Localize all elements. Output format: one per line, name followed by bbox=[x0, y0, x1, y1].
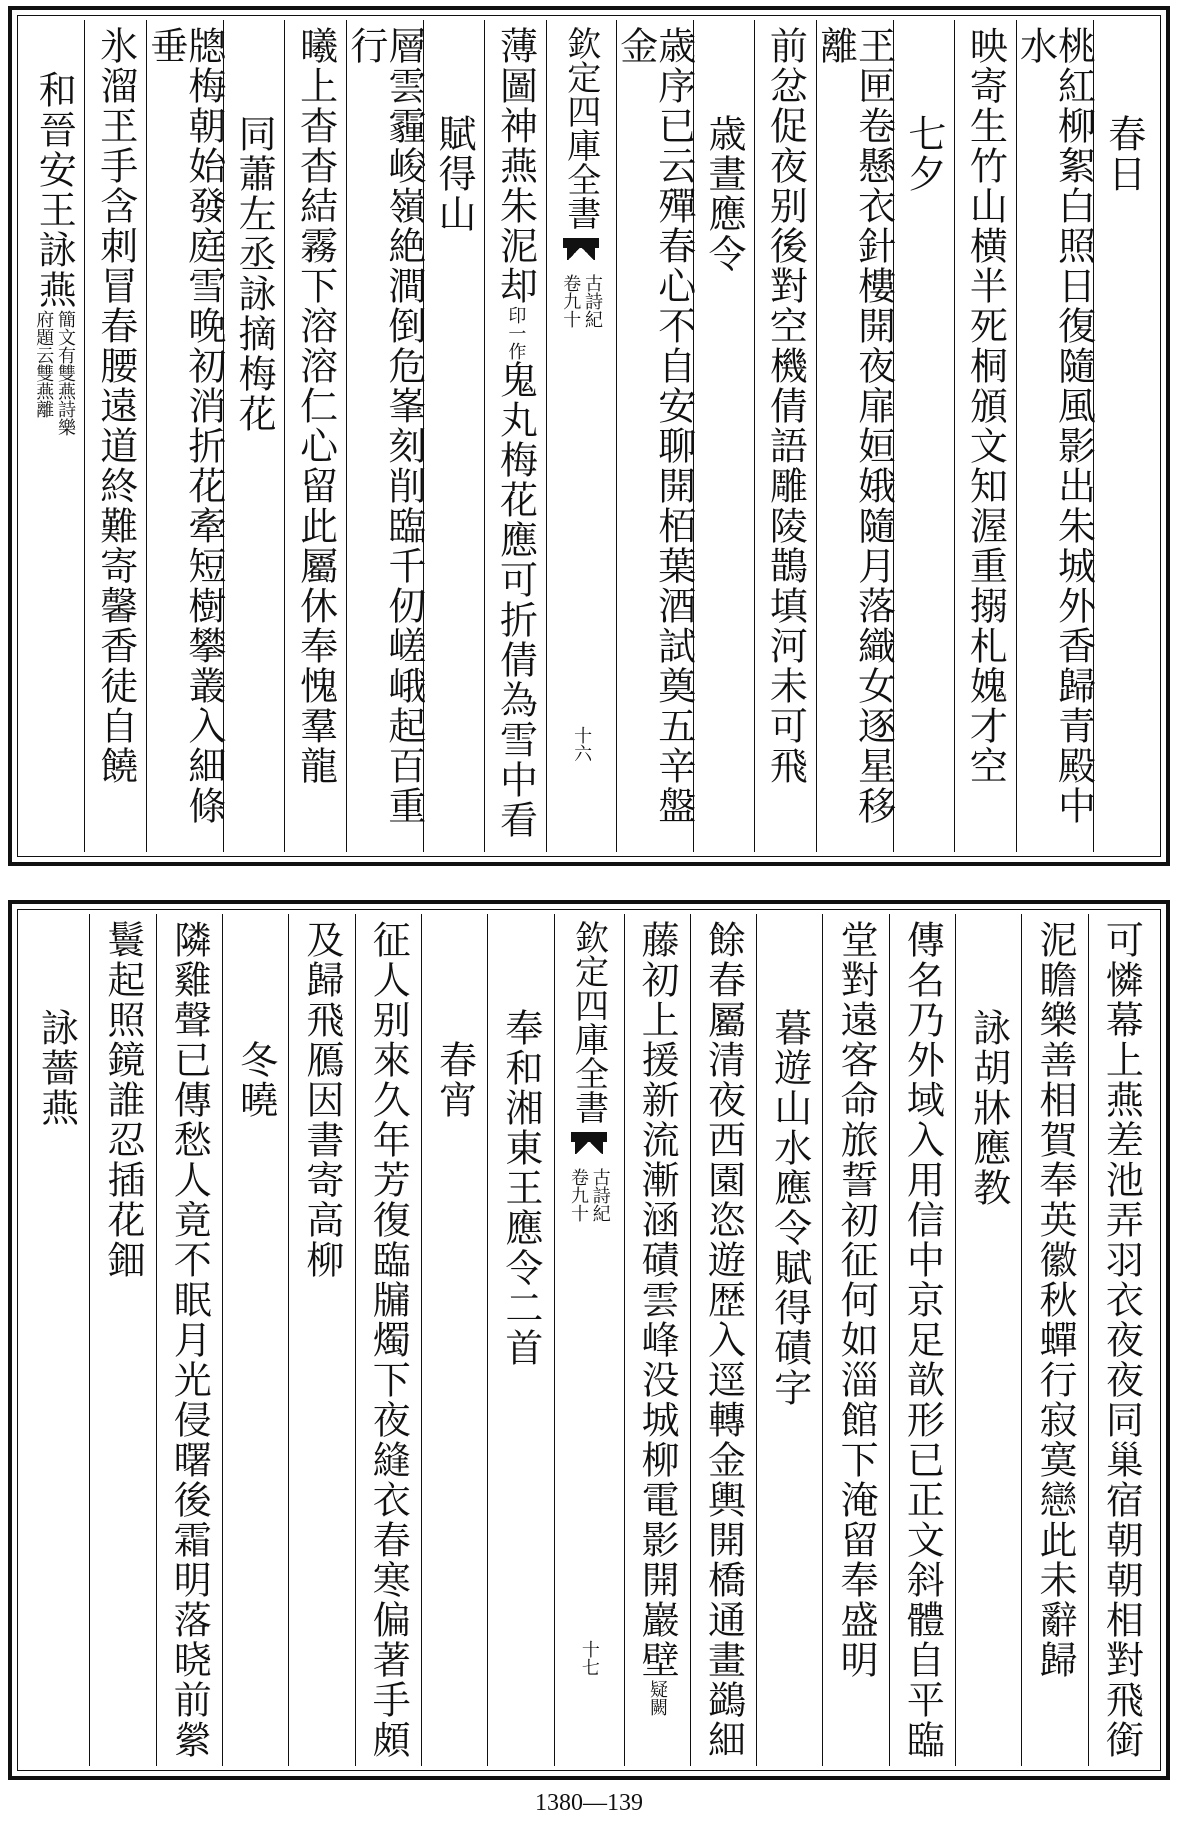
column-text: 和晉安王詠燕 bbox=[32, 70, 77, 310]
column bbox=[893, 20, 954, 852]
fish-tail-mark-icon bbox=[571, 1132, 607, 1154]
column bbox=[223, 20, 284, 852]
volume-label bbox=[560, 274, 602, 328]
column bbox=[624, 914, 690, 1766]
column-text-continued: 鬼丸梅花應可折倩為雪中看 bbox=[493, 360, 538, 840]
bottom-columns bbox=[24, 914, 1154, 1766]
column-text: 歳晝應令 bbox=[701, 114, 746, 274]
column bbox=[954, 20, 1015, 852]
volume-label bbox=[568, 1168, 610, 1222]
column bbox=[24, 20, 84, 852]
column bbox=[421, 914, 487, 1766]
book-title: 欽定四庫全書 bbox=[560, 26, 601, 230]
column-text: 同蕭左丞詠摘梅花 bbox=[232, 114, 277, 434]
column bbox=[343, 20, 426, 852]
note-line: 簡文有雙燕詩樂 bbox=[55, 310, 77, 436]
center-margin bbox=[554, 914, 624, 1766]
column-text: 薄圖神燕朱泥却 bbox=[493, 26, 538, 306]
column-text: 七夕 bbox=[901, 114, 946, 194]
column bbox=[756, 914, 822, 1766]
column-text: 映寄生竹山横半死桐頒文知渥重搦札媿才空 bbox=[963, 26, 1008, 786]
column bbox=[1021, 914, 1087, 1766]
column bbox=[754, 20, 815, 852]
column-text: 隣雞聲已傳愁人竟不眠月光侵曙後霜明落晓前縈 bbox=[167, 920, 212, 1760]
column-text: 桃紅柳絮白照日復隨風影出朱城外香歸青殿中水 bbox=[1013, 26, 1096, 826]
column bbox=[484, 20, 545, 852]
column bbox=[423, 20, 484, 852]
interlinear-note: 疑闕 bbox=[647, 1680, 669, 1716]
column-text: 前忿促夜别後對空機倩語雕陵鵲填河未可飛 bbox=[763, 26, 808, 786]
interlinear-note bbox=[33, 310, 75, 436]
column bbox=[143, 20, 226, 852]
column bbox=[487, 914, 553, 1766]
column-text: 曦上杳杳結霧下溶溶仁心留此屬休奉愧羣龍 bbox=[293, 26, 338, 786]
column bbox=[284, 20, 345, 852]
column-text: 征人别來久年芳復臨牖燭下夜縫衣春寒偏著手頗 bbox=[366, 920, 411, 1760]
column-text: 氷溜玊手含刺冒春腰遠道終難寄馨香徒自饒 bbox=[93, 26, 138, 786]
column bbox=[822, 914, 888, 1766]
column-text: 詠薔燕 bbox=[34, 1008, 79, 1128]
bottom-page bbox=[8, 900, 1170, 1780]
column-text: 春日 bbox=[1101, 114, 1146, 194]
note-line: 府題云雙燕離 bbox=[33, 310, 55, 418]
column-text: 玊匣卷懸衣針樓開夜扉姮娥隨月落織女逐星移離 bbox=[813, 26, 896, 826]
column-text: 鬟起照鏡誰忍插花鈿 bbox=[100, 920, 145, 1280]
column-text: 賦得山 bbox=[432, 114, 477, 234]
column bbox=[1088, 914, 1154, 1766]
collection-name: 古詩紀 bbox=[582, 274, 604, 328]
column-text: 詠胡牀應教 bbox=[966, 1008, 1011, 1208]
column bbox=[613, 20, 696, 852]
volume-number: 卷九十 bbox=[560, 274, 582, 328]
column-text: 及歸飛鴈因書寄高柳 bbox=[299, 920, 344, 1280]
center-margin bbox=[546, 20, 616, 852]
column bbox=[955, 914, 1021, 1766]
column bbox=[156, 914, 222, 1766]
column bbox=[84, 20, 145, 852]
column bbox=[813, 20, 896, 852]
column-text: 暮遊山水應令賦得磧字 bbox=[767, 1008, 812, 1408]
collection-name: 古詩紀 bbox=[589, 1168, 611, 1222]
column-text: 春宵 bbox=[432, 1040, 477, 1120]
column-text: 冬曉 bbox=[233, 1040, 278, 1120]
column-text: 歳序已云殫春心不自安聊開栢葉酒試奠五辛盤金 bbox=[613, 26, 696, 826]
column bbox=[1093, 20, 1154, 852]
column-text: 可憐幕上燕差池弄羽衣夜夜同巢宿朝朝相對飛銜 bbox=[1099, 920, 1144, 1760]
volume-number: 卷九十 bbox=[568, 1168, 589, 1222]
column bbox=[1013, 20, 1096, 852]
fish-tail-mark-icon bbox=[563, 238, 599, 260]
column-text: 牕梅朝始發庭雪晚初消折花牽短樹攀叢入細條垂 bbox=[143, 26, 226, 826]
column-text: 堂對遠客命旅誓初征何如淄館下淹留奉盛明 bbox=[834, 920, 879, 1680]
column bbox=[889, 914, 955, 1766]
page-number: 十六 bbox=[571, 726, 593, 762]
column-text: 餘春屬清夜西園恣遊歴入逕轉金輿開橋通畫鷁細 bbox=[701, 920, 746, 1760]
column bbox=[288, 914, 354, 1766]
column bbox=[693, 20, 754, 852]
top-columns bbox=[24, 20, 1154, 852]
top-page bbox=[8, 6, 1170, 866]
column bbox=[89, 914, 155, 1766]
column-text: 藤初上援新流漸涵磧雲峰没城柳電影開巖壁 bbox=[635, 920, 680, 1680]
page-number: 十七 bbox=[578, 1640, 600, 1676]
column-text: 傳名乃外域入用信中京足歆形已正文斜體自平臨 bbox=[900, 920, 945, 1760]
column-text: 層雲霾峻嶺絶澗倒危峯刻削臨千仞嵯峨起百重行 bbox=[343, 26, 426, 826]
book-title: 欽定四庫全書 bbox=[568, 920, 609, 1124]
column bbox=[355, 914, 421, 1766]
column-text: 奉和湘東王應令二首 bbox=[498, 1008, 543, 1368]
column-text: 泥瞻樂善相賀奉英徽秋蟬行寂寞戀此未辭歸 bbox=[1033, 920, 1078, 1680]
column bbox=[690, 914, 756, 1766]
column bbox=[24, 914, 89, 1766]
interlinear-note: 印一作 bbox=[505, 306, 527, 360]
column bbox=[222, 914, 288, 1766]
page-footer: 1380—139 bbox=[535, 1790, 643, 1816]
